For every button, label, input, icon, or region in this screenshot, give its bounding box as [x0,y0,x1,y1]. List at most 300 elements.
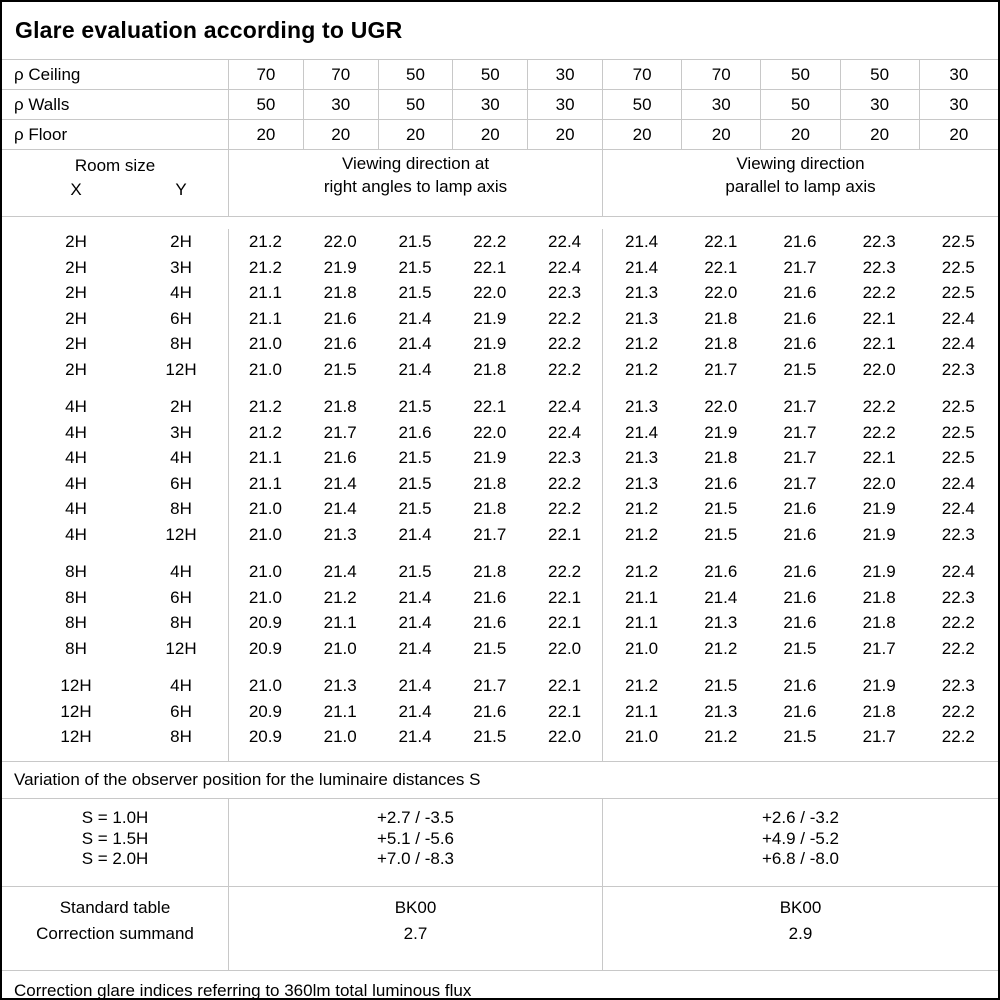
ugr-table-row [2,610,998,636]
ugr-value-cell: 22.4 [548,422,582,442]
ugr-value-cell: 21.5 [473,638,507,658]
reflectance-value-cell: 20 [527,120,602,149]
ugr-value-cell: 21.9 [473,448,507,467]
room-y-cell: 4H [170,448,192,467]
ugr-value-cell: 22.2 [862,397,896,416]
ugr-value-cell: 20.9 [248,638,282,658]
ugr-value-cell: 22.4 [548,397,582,416]
room-x-cell: 8H [65,587,87,607]
ugr-value-cell: 22.4 [941,334,975,353]
room-x-cell: 12H [60,727,92,746]
reflectance-value-cell: 20 [452,120,527,149]
ugr-value-cell: 21.8 [473,473,507,493]
ugr-value-cell: 21.4 [398,359,432,379]
reflectance-value-cell: 30 [527,60,602,89]
ugr-value-cell: 22.2 [473,232,507,251]
ugr-value-cell: 21.0 [625,727,659,746]
ugr-value-cell: 21.2 [248,397,282,416]
ugr-value-cell: 21.1 [323,613,357,632]
ugr-value-cell: 22.0 [704,397,738,416]
ugr-value-cell: 21.2 [625,359,659,379]
ugr-value-cell: 21.2 [625,499,659,518]
ugr-value-cell: 21.4 [398,587,432,607]
ugr-value-cell: 21.8 [862,613,896,632]
ugr-value-cell: 22.1 [473,257,507,277]
reflectance-value-cell: 30 [840,90,919,119]
reflectance-row-floor [2,120,998,150]
ugr-value-cell: 21.5 [323,359,357,379]
reflectance-value-cell: 50 [602,90,681,119]
ugr-table-row [2,445,998,471]
ugr-value-cell: 22.2 [548,562,582,581]
ugr-value-cell: 20.9 [248,613,282,632]
ugr-value-cell: 22.5 [941,283,975,302]
ugr-value-cell: 22.2 [941,727,975,746]
xy-header-row [2,178,228,202]
ugr-value-cell: 21.4 [625,422,659,442]
x-header-label: X [70,180,82,199]
ugr-table-body [2,229,998,762]
ugr-value-cell: 21.5 [398,562,432,581]
summary-value: BK00 [394,898,437,917]
ugr-value-cell: 21.6 [783,308,817,328]
room-x-cell: 2H [65,359,87,379]
ugr-value-cell: 22.0 [473,422,507,442]
reflectance-value-cell: 30 [681,90,760,119]
ugr-value-cell: 22.1 [862,308,896,328]
ugr-value-cell: 21.5 [783,359,817,379]
ugr-value-cell: 21.8 [704,334,738,353]
ugr-value-cell: 21.7 [783,257,817,277]
ugr-value-cell: 21.9 [862,562,896,581]
reflectance-value-cell: 20 [228,120,303,149]
ugr-value-cell: 21.4 [398,334,432,353]
room-y-cell: 8H [170,727,192,746]
ugr-value-cell: 21.7 [323,422,357,442]
reflectance-value-cell: 50 [840,60,919,89]
ugr-value-cell: 21.4 [398,524,432,544]
ugr-value-cell: 21.7 [783,448,817,467]
s-variation-value: +2.6 / -3.2 [761,808,840,827]
ugr-value-cell: 21.0 [323,638,357,658]
room-x-cell: 8H [65,613,87,632]
ugr-value-cell: 21.3 [323,676,357,695]
s-variation-value: +7.0 / -8.3 [376,849,455,868]
ugr-value-cell: 22.3 [862,257,896,277]
summary-value: 2.9 [788,924,813,943]
reflectance-value-cell: 70 [681,60,760,89]
ugr-table-row [2,280,998,306]
ugr-value-cell: 21.2 [625,562,659,581]
ugr-value-cell: 21.9 [473,308,507,328]
ugr-value-cell: 22.1 [548,587,582,607]
room-x-cell: 4H [65,524,87,544]
ugr-value-cell: 21.5 [398,232,432,251]
room-y-cell: 8H [170,613,192,632]
ugr-room-block [2,559,998,661]
ugr-room-block [2,229,998,382]
ugr-value-cell: 21.6 [398,422,432,442]
room-y-cell: 6H [170,587,192,607]
ugr-value-cell: 21.7 [783,397,817,416]
summary-parallel [602,887,998,970]
ugr-value-cell: 22.4 [548,257,582,277]
ugr-value-cell: 22.1 [548,613,582,632]
ugr-value-cell: 21.2 [625,676,659,695]
ugr-value-cell: 22.2 [862,422,896,442]
ugr-value-cell: 20.9 [248,701,282,721]
room-x-cell: 2H [65,283,87,302]
ugr-table-row [2,496,998,522]
viewing-direction-parallel-header [602,150,998,216]
reflectance-value-cell: 50 [228,90,303,119]
reflectance-value-cell: 20 [919,120,998,149]
ugr-value-cell: 21.1 [248,448,282,467]
ugr-value-cell: 21.6 [783,562,817,581]
ugr-value-cell: 21.6 [323,308,357,328]
ugr-value-cell: 21.4 [398,701,432,721]
s-variation-parallel [602,799,998,886]
room-size-header [2,150,228,216]
reflectance-value-cell: 50 [378,60,453,89]
ugr-value-cell: 22.4 [941,473,975,493]
summary-label: Correction summand [36,924,194,943]
ugr-value-cell: 22.0 [704,283,738,302]
room-y-cell: 4H [170,283,192,302]
ugr-value-cell: 21.7 [473,676,507,695]
summary-labels [2,887,228,970]
ugr-value-cell: 22.2 [941,613,975,632]
column-header-row [2,150,998,217]
reflectance-value-cell: 30 [303,90,378,119]
ugr-value-cell: 22.3 [548,448,582,467]
ugr-value-cell: 22.1 [862,334,896,353]
ugr-value-cell: 21.5 [704,676,738,695]
variation-note: Variation of the observer position for the luminaire distances S [2,762,998,799]
s-variation-value: +5.1 / -5.6 [376,828,455,848]
ugr-value-cell: 21.1 [323,701,357,721]
reflectance-value-cell: 20 [760,120,839,149]
ugr-value-cell: 21.6 [704,473,738,493]
ugr-value-cell: 22.4 [941,562,975,581]
ugr-table-row [2,559,998,585]
s-variation-value: +2.7 / -3.5 [376,808,455,827]
room-x-cell: 2H [65,308,87,328]
ugr-value-cell: 22.2 [548,499,582,518]
ugr-table-row [2,699,998,725]
ugr-value-cell: 21.2 [704,727,738,746]
ugr-value-cell: 21.6 [783,232,817,251]
room-x-cell: 4H [65,448,87,467]
ugr-value-cell: 21.1 [248,308,282,328]
ugr-value-cell: 22.4 [548,232,582,251]
reflectance-row-walls [2,90,998,120]
ugr-value-cell: 21.5 [473,727,507,746]
ugr-value-cell: 21.3 [625,308,659,328]
ugr-value-cell: 21.9 [862,676,896,695]
ugr-value-cell: 21.6 [783,524,817,544]
ugr-value-cell: 21.4 [323,562,357,581]
ugr-value-cell: 21.4 [398,308,432,328]
ugr-value-cell: 21.6 [473,613,507,632]
group-divider-line [602,229,603,761]
ugr-value-cell: 22.2 [548,334,582,353]
footer-note: Correction glare indices referring to 360lm total luminous flux [14,980,472,1000]
ugr-value-cell: 22.5 [941,397,975,416]
room-x-cell: 4H [65,422,87,442]
room-x-cell: 8H [65,638,87,658]
ugr-value-cell: 21.3 [625,473,659,493]
ugr-value-cell: 22.5 [941,257,975,277]
ugr-value-cell: 21.2 [248,232,282,251]
ugr-value-cell: 21.3 [625,283,659,302]
s-distance-label: S = 1.0H [81,808,149,827]
ugr-value-cell: 21.5 [398,499,432,518]
s-distance-label: S = 2.0H [81,849,149,868]
room-size-label: Room size [74,156,156,175]
ugr-value-cell: 22.2 [548,359,582,379]
ugr-value-cell: 20.9 [248,727,282,746]
ugr-value-cell: 21.2 [248,422,282,442]
room-y-cell: 12H [165,359,197,379]
ugr-value-cell: 21.5 [398,283,432,302]
ugr-value-cell: 21.5 [398,257,432,277]
s-variation-right-angles [228,799,602,886]
reflectance-value-cell: 50 [760,90,839,119]
reflectance-value-cell: 30 [527,90,602,119]
ugr-value-cell: 22.5 [941,232,975,251]
reflectance-value-cell: 50 [760,60,839,89]
s-distance-label: S = 1.5H [81,828,149,848]
ugr-value-cell: 22.2 [548,308,582,328]
ugr-value-cell: 22.0 [862,359,896,379]
ugr-value-cell: 21.0 [248,359,282,379]
ugr-value-cell: 21.6 [783,283,817,302]
room-y-cell: 8H [170,499,192,518]
reflectance-value-cell: 30 [919,60,998,89]
ugr-room-block [2,673,998,750]
ugr-value-cell: 21.1 [248,283,282,302]
ugr-value-cell: 22.2 [548,473,582,493]
reflectance-value-cell: 30 [452,90,527,119]
ugr-table-row [2,255,998,281]
ugr-value-cell: 21.8 [862,701,896,721]
ugr-value-cell: 21.4 [398,676,432,695]
ugr-value-cell: 21.6 [473,701,507,721]
ugr-value-cell: 21.0 [248,587,282,607]
ugr-value-cell: 21.5 [398,448,432,467]
ugr-value-cell: 21.5 [704,499,738,518]
summary-section [2,887,998,971]
ugr-value-cell: 21.8 [323,397,357,416]
reflectance-value-cell: 50 [452,60,527,89]
ugr-table-row [2,306,998,332]
ugr-value-cell: 21.0 [248,562,282,581]
ugr-value-cell: 22.3 [941,524,975,544]
ugr-table-row [2,471,998,497]
ugr-value-cell: 22.4 [941,499,975,518]
ugr-value-cell: 22.5 [941,422,975,442]
ugr-value-cell: 21.6 [473,587,507,607]
ugr-value-cell: 22.1 [548,676,582,695]
ugr-value-cell: 21.4 [323,499,357,518]
ugr-table-row [2,394,998,420]
room-x-cell: 4H [65,473,87,493]
ugr-value-cell: 21.0 [248,524,282,544]
ugr-value-cell: 21.6 [783,587,817,607]
ugr-room-block [2,394,998,547]
ugr-table-row [2,331,998,357]
ugr-value-cell: 21.7 [862,638,896,658]
ugr-table-row [2,585,998,611]
room-x-cell: 12H [60,676,92,695]
room-y-cell: 2H [170,397,192,416]
reflectance-value-cell: 20 [378,120,453,149]
ugr-value-cell: 22.1 [704,257,738,277]
ugr-value-cell: 21.9 [862,499,896,518]
ugr-value-cell: 22.3 [548,283,582,302]
ugr-table-row [2,357,998,383]
ugr-value-cell: 21.1 [248,473,282,493]
ugr-value-cell: 21.4 [323,473,357,493]
ugr-value-cell: 21.9 [704,422,738,442]
ugr-value-cell: 21.1 [625,613,659,632]
ugr-value-cell: 21.4 [625,232,659,251]
ugr-value-cell: 21.3 [704,613,738,632]
ugr-value-cell: 22.3 [941,587,975,607]
room-y-cell: 12H [165,524,197,544]
s-variation-value: +4.9 / -5.2 [761,828,840,848]
header-line: Viewing direction at [341,154,490,173]
reflectance-values [228,120,998,149]
ugr-value-cell: 21.0 [625,638,659,658]
ugr-value-cell: 22.3 [941,359,975,379]
ugr-value-cell: 21.1 [625,587,659,607]
reflectance-value-cell: 30 [919,90,998,119]
ugr-value-cell: 21.6 [783,676,817,695]
room-x-cell: 12H [60,701,92,721]
reflectance-label: ρ Walls [14,95,70,114]
ugr-value-cell: 22.3 [862,232,896,251]
ugr-value-cell: 21.2 [704,638,738,658]
ugr-value-cell: 21.6 [783,701,817,721]
room-y-cell: 6H [170,701,192,721]
ugr-value-cell: 21.6 [783,334,817,353]
reflectance-value-cell: 70 [303,60,378,89]
ugr-value-cell: 21.2 [625,524,659,544]
ugr-value-cell: 22.5 [941,448,975,467]
room-y-cell: 4H [170,676,192,695]
ugr-value-cell: 22.0 [862,473,896,493]
room-y-cell: 6H [170,308,192,328]
ugr-value-cell: 21.7 [704,359,738,379]
header-line: right angles to lamp axis [323,177,508,196]
ugr-value-cell: 21.6 [783,499,817,518]
room-y-cell: 3H [170,257,192,277]
ugr-value-cell: 21.4 [398,613,432,632]
ugr-value-cell: 21.2 [323,587,357,607]
reflectance-value-cell: 20 [681,120,760,149]
ugr-table-row [2,724,998,750]
header-line: parallel to lamp axis [725,177,876,196]
ugr-value-cell: 21.9 [473,334,507,353]
ugr-value-cell: 21.4 [398,638,432,658]
ugr-table-row [2,636,998,662]
ugr-value-cell: 21.7 [862,727,896,746]
summary-value: BK00 [779,898,822,917]
ugr-value-cell: 21.2 [248,257,282,277]
ugr-value-cell: 22.0 [548,727,582,746]
reflectance-value-cell: 70 [602,60,681,89]
ugr-value-cell: 22.1 [548,701,582,721]
ugr-value-cell: 22.0 [548,638,582,658]
summary-right-angles [228,887,602,970]
ugr-value-cell: 21.5 [398,473,432,493]
room-x-cell: 2H [65,334,87,353]
y-header-label: Y [175,180,187,199]
room-y-cell: 6H [170,473,192,493]
ugr-value-cell: 22.2 [862,283,896,302]
ugr-value-cell: 22.1 [704,232,738,251]
reflectance-values [228,90,998,119]
room-y-cell: 3H [170,422,192,442]
ugr-value-cell: 21.5 [704,524,738,544]
ugr-value-cell: 21.1 [625,701,659,721]
room-x-cell: 2H [65,232,87,251]
ugr-value-cell: 21.8 [862,587,896,607]
room-y-cell: 4H [170,562,192,581]
ugr-value-cell: 21.9 [862,524,896,544]
ugr-value-cell: 22.4 [941,308,975,328]
ugr-value-cell: 21.8 [473,562,507,581]
ugr-value-cell: 21.4 [625,257,659,277]
ugr-value-cell: 21.8 [323,283,357,302]
ugr-table-row [2,229,998,255]
ugr-value-cell: 22.1 [862,448,896,467]
ugr-value-cell: 21.3 [704,701,738,721]
page-title: Glare evaluation according to UGR [2,2,998,60]
ugr-value-cell: 21.8 [473,359,507,379]
ugr-value-cell: 21.0 [323,727,357,746]
room-x-cell: 2H [65,257,87,277]
summary-label: Standard table [59,898,171,917]
observer-variation-section [2,799,998,887]
room-y-cell: 2H [170,232,192,251]
reflectance-value-cell: 20 [303,120,378,149]
ugr-value-cell: 21.8 [473,499,507,518]
reflectance-values [228,60,998,89]
summary-value: 2.7 [403,924,428,943]
ugr-value-cell: 21.7 [473,524,507,544]
ugr-value-cell: 21.4 [398,727,432,746]
header-line: Viewing direction [736,154,865,173]
ugr-value-cell: 21.2 [625,334,659,353]
ugr-value-cell: 21.0 [248,676,282,695]
room-y-cell: 12H [165,638,197,658]
s-distance-labels [2,799,228,886]
room-y-cell: 8H [170,334,192,353]
ugr-value-cell: 21.3 [323,524,357,544]
ugr-value-cell: 21.6 [704,562,738,581]
ugr-value-cell: 21.3 [625,397,659,416]
ugr-table-row [2,522,998,548]
ugr-value-cell: 21.4 [704,587,738,607]
reflectance-label: ρ Ceiling [14,65,81,84]
room-x-cell: 4H [65,397,87,416]
reflectance-label: ρ Floor [14,125,68,144]
ugr-value-cell: 22.3 [941,676,975,695]
column-divider-line [228,229,229,761]
